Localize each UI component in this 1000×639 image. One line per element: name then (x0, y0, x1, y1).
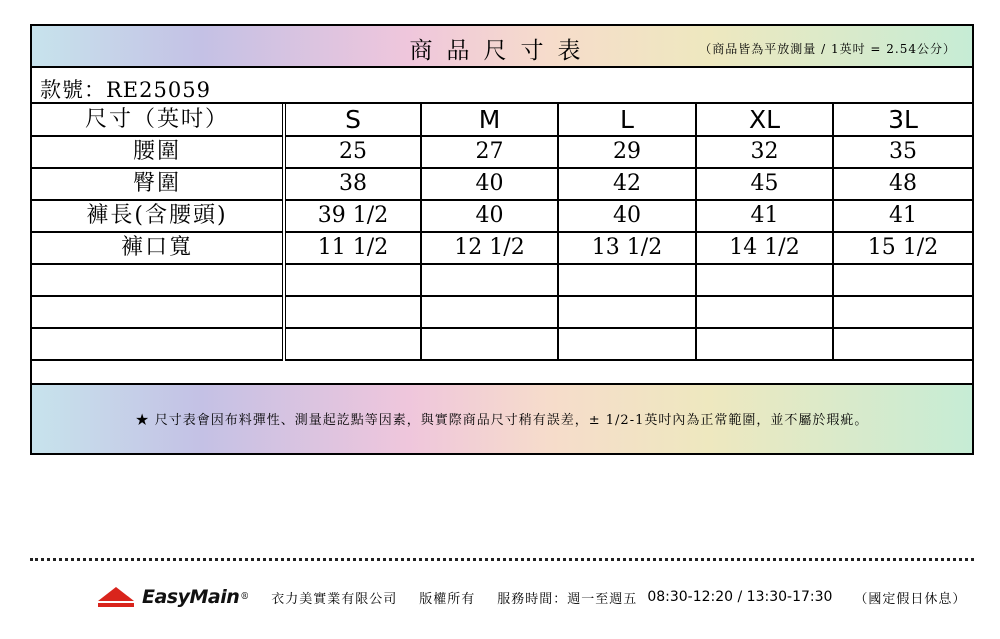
table-cell: 35 (833, 136, 972, 168)
empty-row (32, 264, 972, 296)
empty-cell (421, 296, 558, 328)
table-cell: 41 (696, 200, 833, 232)
empty-cell (558, 296, 696, 328)
table-cell: 40 (421, 168, 558, 200)
table-cell: 14 1/2 (696, 232, 833, 264)
size-s: S (284, 104, 421, 136)
divider (30, 558, 974, 561)
table-cell: 13 1/2 (558, 232, 696, 264)
model-number: 款號：RE25059 (40, 78, 211, 102)
measurement-note: （商品皆為平放測量 / 1英吋 = 2.54公分） (699, 42, 956, 56)
table-row (32, 168, 972, 200)
table-row (32, 200, 972, 232)
table-cell: 42 (558, 168, 696, 200)
size-header-row (32, 104, 972, 136)
corner-label: 尺寸（英吋） (32, 104, 284, 136)
row-label-waist: 腰圍 (32, 136, 284, 168)
size-3l: 3L (833, 104, 972, 136)
table-cell: 12 1/2 (421, 232, 558, 264)
row-label-length: 褲長(含腰頭) (32, 200, 284, 232)
mountain-logo-icon (96, 585, 136, 609)
empty-cell (833, 328, 972, 360)
disclaimer-text: ★ 尺寸表會因布料彈性、測量起訖點等因素，與實際商品尺寸稍有誤差，± 1/2-1英吋內為正常範圍，並不屬於瑕疵。 (135, 413, 869, 428)
holiday-note: （國定假日休息） (854, 591, 967, 607)
empty-cell (696, 264, 833, 296)
empty-row (32, 328, 972, 360)
table-row (32, 136, 972, 168)
table-cell: 29 (558, 136, 696, 168)
empty-cell (421, 328, 558, 360)
copyright-text: 版權所有 (419, 591, 476, 607)
service-label: 服務時間：週一至週五 (497, 591, 638, 607)
empty-cell (32, 328, 284, 360)
empty-cell (833, 296, 972, 328)
title-bar (32, 26, 972, 68)
empty-cell (32, 296, 284, 328)
empty-row (32, 296, 972, 328)
size-chart (30, 24, 974, 455)
table-cell: 39 1/2 (284, 200, 421, 232)
disclaimer-bar (32, 383, 972, 453)
table-cell: 27 (421, 136, 558, 168)
table-cell: 41 (833, 200, 972, 232)
table-cell: 25 (284, 136, 421, 168)
empty-cell (284, 328, 421, 360)
table-cell: 45 (696, 168, 833, 200)
table-cell: 32 (696, 136, 833, 168)
model-row (32, 68, 972, 104)
size-xl: XL (696, 104, 833, 136)
empty-cell (284, 296, 421, 328)
size-l: L (558, 104, 696, 136)
footer (96, 583, 988, 611)
chart-title: 商品尺寸表 (409, 38, 595, 64)
brand-logo (96, 585, 249, 609)
size-table (32, 104, 972, 361)
table-cell: 11 1/2 (284, 232, 421, 264)
brand-name: EasyMain (142, 586, 240, 608)
empty-cell (558, 264, 696, 296)
empty-cell (833, 264, 972, 296)
empty-cell (696, 296, 833, 328)
empty-cell (284, 264, 421, 296)
empty-cell (421, 264, 558, 296)
empty-cell (558, 328, 696, 360)
service-hours: 08:30-12:20 / 13:30-17:30 (647, 589, 833, 605)
table-row (32, 232, 972, 264)
table-cell: 40 (558, 200, 696, 232)
table-cell: 48 (833, 168, 972, 200)
registered-mark: ® (240, 592, 250, 602)
size-m: M (421, 104, 558, 136)
row-label-hip: 臀圍 (32, 168, 284, 200)
empty-cell (696, 328, 833, 360)
row-label-leg-opening: 褲口寬 (32, 232, 284, 264)
table-cell: 15 1/2 (833, 232, 972, 264)
empty-cell (32, 264, 284, 296)
table-cell: 40 (421, 200, 558, 232)
company-name: 衣力美實業有限公司 (271, 591, 398, 607)
table-cell: 38 (284, 168, 421, 200)
